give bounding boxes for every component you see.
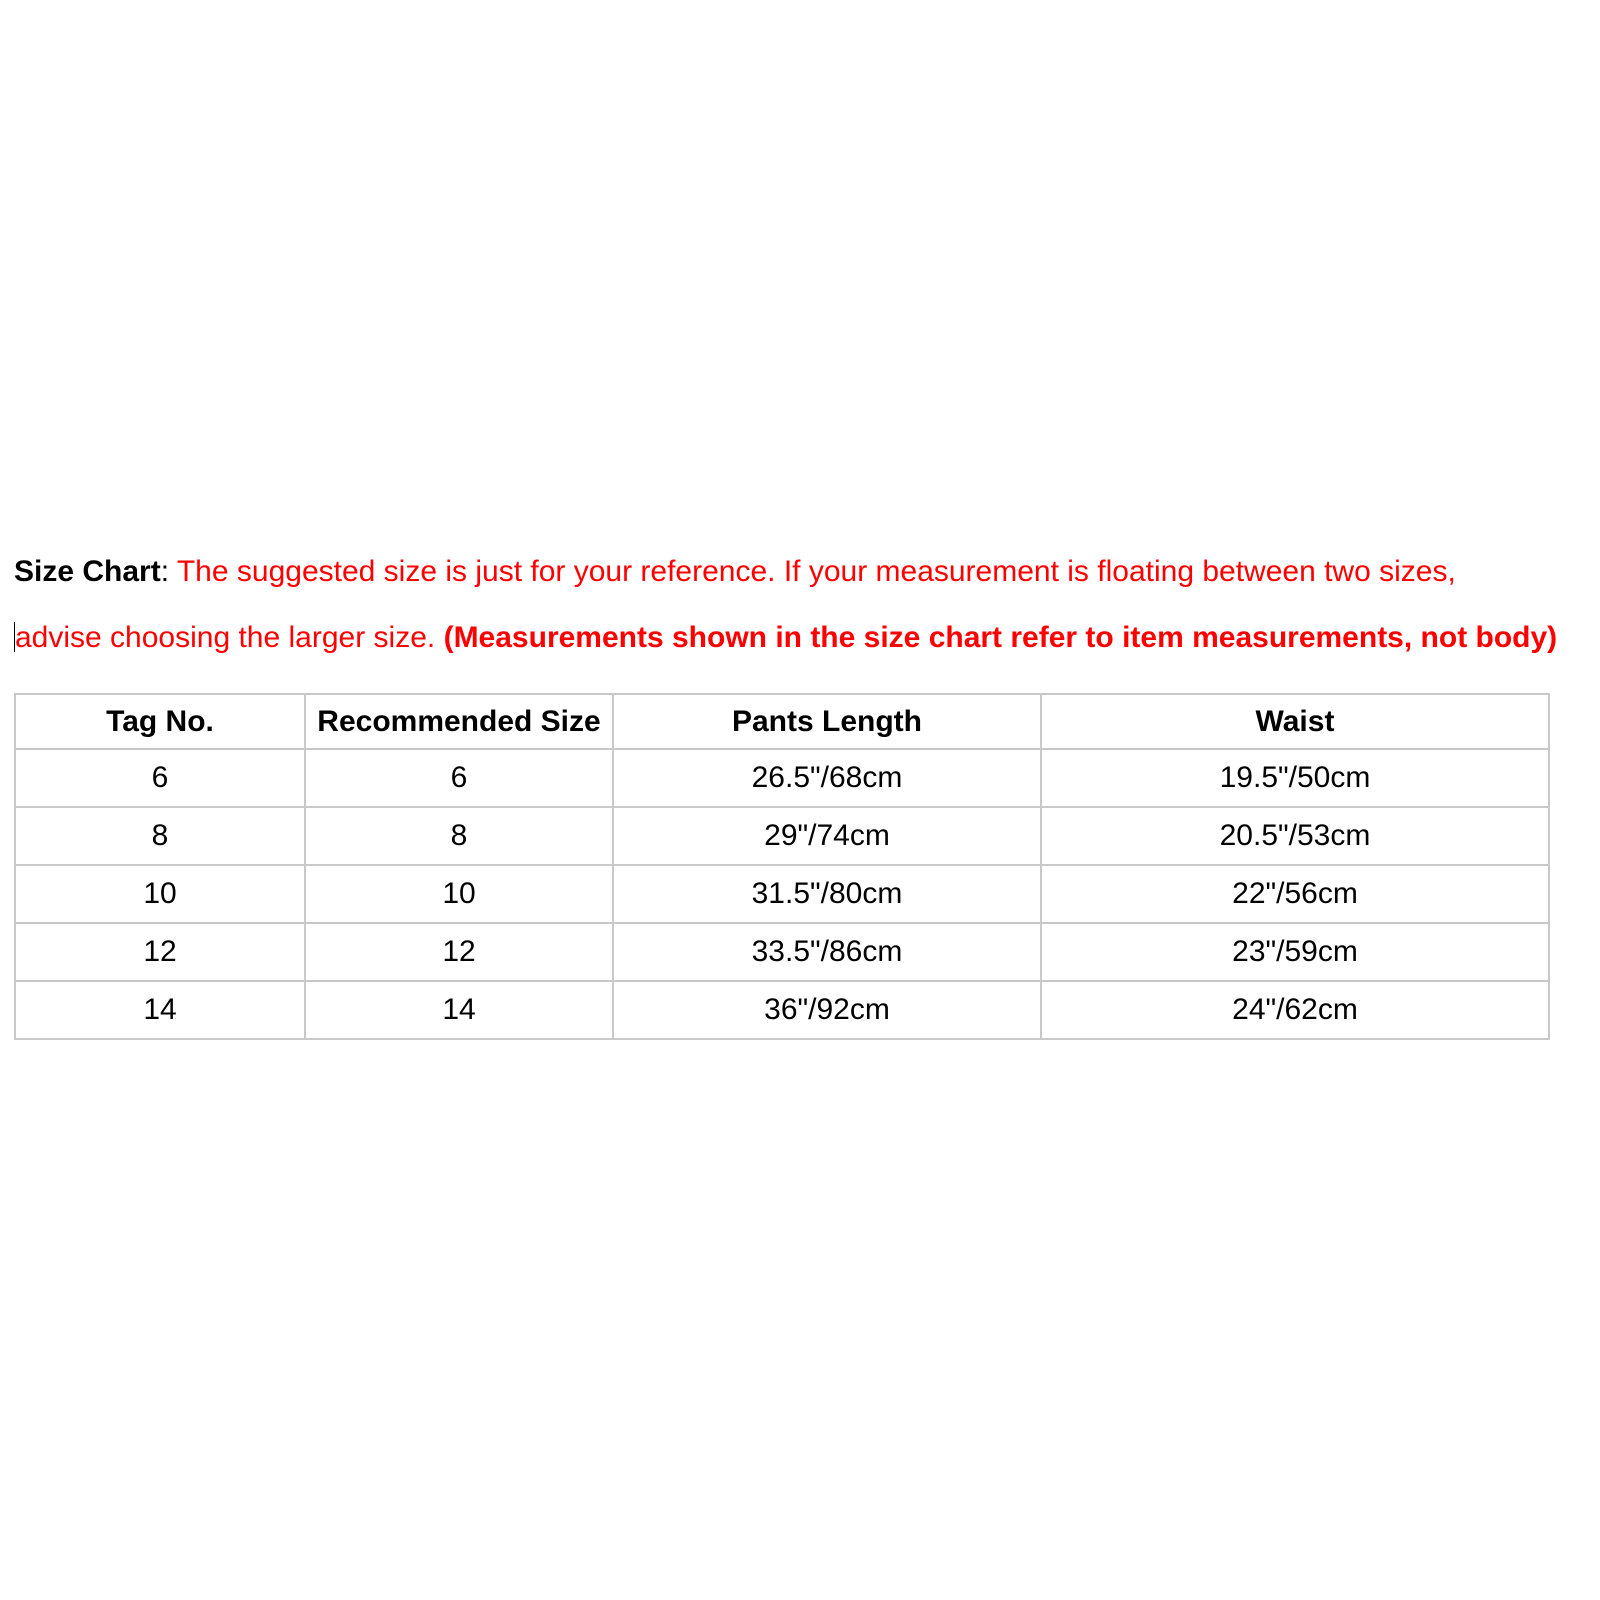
cell-tag-no: 12 [15, 923, 305, 981]
cell-pants-length: 31.5"/80cm [613, 865, 1041, 923]
cell-waist: 23"/59cm [1041, 923, 1549, 981]
size-chart-intro [14, 539, 1594, 671]
cell-recommended-size: 14 [305, 981, 613, 1039]
table-row [15, 981, 1549, 1039]
header-waist: Waist [1041, 694, 1549, 749]
cell-pants-length: 33.5"/86cm [613, 923, 1041, 981]
cell-tag-no: 8 [15, 807, 305, 865]
cell-waist: 24"/62cm [1041, 981, 1549, 1039]
table-row [15, 865, 1549, 923]
intro-note-text: The suggested size is just for your reference. If your measurement is floating between two sizes, [176, 555, 1456, 588]
table-header-row [15, 694, 1549, 749]
cell-pants-length: 36"/92cm [613, 981, 1041, 1039]
header-pants-length: Pants Length [613, 694, 1041, 749]
intro-line-1 [14, 539, 1594, 605]
intro-line-2 [14, 605, 1594, 671]
cell-recommended-size: 12 [305, 923, 613, 981]
cell-tag-no: 10 [15, 865, 305, 923]
cell-recommended-size: 10 [305, 865, 613, 923]
cell-tag-no: 14 [15, 981, 305, 1039]
cell-recommended-size: 6 [305, 749, 613, 807]
cell-waist: 22"/56cm [1041, 865, 1549, 923]
intro-advice-text: advise choosing the larger size. [15, 621, 444, 654]
header-recommended-size: Recommended Size [305, 694, 613, 749]
cell-recommended-size: 8 [305, 807, 613, 865]
label-colon: : [160, 555, 177, 588]
measurement-disclaimer: (Measurements shown in the size chart refer to item measurements, not body) [443, 621, 1558, 654]
cell-pants-length: 29"/74cm [613, 807, 1041, 865]
cell-pants-length: 26.5"/68cm [613, 749, 1041, 807]
header-tag-no: Tag No. [15, 694, 305, 749]
table-row [15, 807, 1549, 865]
cell-waist: 19.5"/50cm [1041, 749, 1549, 807]
size-chart-label: Size Chart [14, 555, 161, 588]
size-chart-table [14, 693, 1550, 1040]
table-row [15, 923, 1549, 981]
cell-waist: 20.5"/53cm [1041, 807, 1549, 865]
table-row [15, 749, 1549, 807]
cell-tag-no: 6 [15, 749, 305, 807]
